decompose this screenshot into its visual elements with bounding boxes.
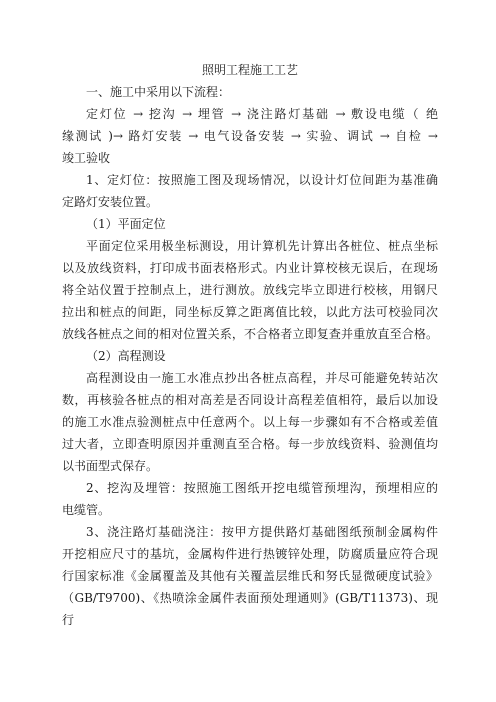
text-line: 定路灯安装位置。	[62, 195, 159, 209]
document-title: 照明工程施工工艺	[201, 63, 298, 77]
text-line: 1、定灯位：按照施工图及现场情况，以设计灯位间距为基准确	[86, 173, 438, 187]
text-line: （GB/T9700)、《热喷涂金属件表面预处理通则》(GB/T11373)、现行	[62, 591, 438, 627]
text-line: 缘测试 )→ 路灯安装 → 电气设备安装 → 实验、调试 → 自检 →	[62, 129, 438, 143]
text-line: 平面定位采用极坐标测设，用计算机先计算出各桩位、桩点坐标	[86, 239, 438, 253]
text-line: 过大者，立即查明原因并重测直至合格。每一步放线资料、验测值均	[62, 437, 438, 451]
text-line: （2）高程测设	[86, 349, 166, 363]
text-line: （1）平面定位	[86, 217, 166, 231]
text-line: 高程测设由一施工水准点抄出各桩点高程，并尽可能避免转站次	[86, 371, 438, 385]
text-line: 行国家标准《金属覆盖及其他有关覆盖层维氏和努氏显微硬度试验》	[62, 569, 438, 583]
text-line: 放线各桩点之间的相对位置关系，不合格者立即复查并重放直至合格。	[62, 327, 438, 341]
text-line: 拉出和桩点的间距，同坐标反算之距离值比较，以此方法可校验同次	[62, 305, 438, 319]
text-line: 以及放线资料，打印成书面表格形式。内业计算校核无误后，在现场	[62, 261, 438, 275]
text-line: 2、挖沟及埋管：按照施工图纸开挖电缆管预埋沟，预埋相应的	[86, 481, 438, 495]
text-line: 以书面型式保存。	[62, 459, 159, 473]
text-line: 的施工水准点验测桩点中任意两个。以上每一步骤如有不合格或差值	[62, 415, 438, 429]
text-line: 一、施工中采用以下流程：	[86, 85, 231, 99]
text-line: 电缆管。	[62, 503, 111, 517]
document-body	[62, 59, 438, 627]
text-line: 竣工验收	[62, 151, 111, 165]
text-line: 定灯位 → 挖沟 → 埋管 → 浇注路灯基础 → 敷设电缆（ 绝	[86, 107, 438, 121]
document-text	[62, 81, 438, 627]
text-line: 将全站仪置于控制点上，进行测放。放线完毕立即进行校核，用钢尺	[62, 283, 438, 297]
text-line: 数，再核验各桩点的相对高差是否同设计高程差值相符，最后以加设	[62, 393, 438, 407]
text-line: 3、浇注路灯基础浇注：按甲方提供路灯基础图纸预制金属构件	[86, 525, 438, 539]
text-line: 开挖相应尺寸的基坑，金属构件进行热镀锌处理，防腐质量应符合现	[62, 547, 438, 561]
